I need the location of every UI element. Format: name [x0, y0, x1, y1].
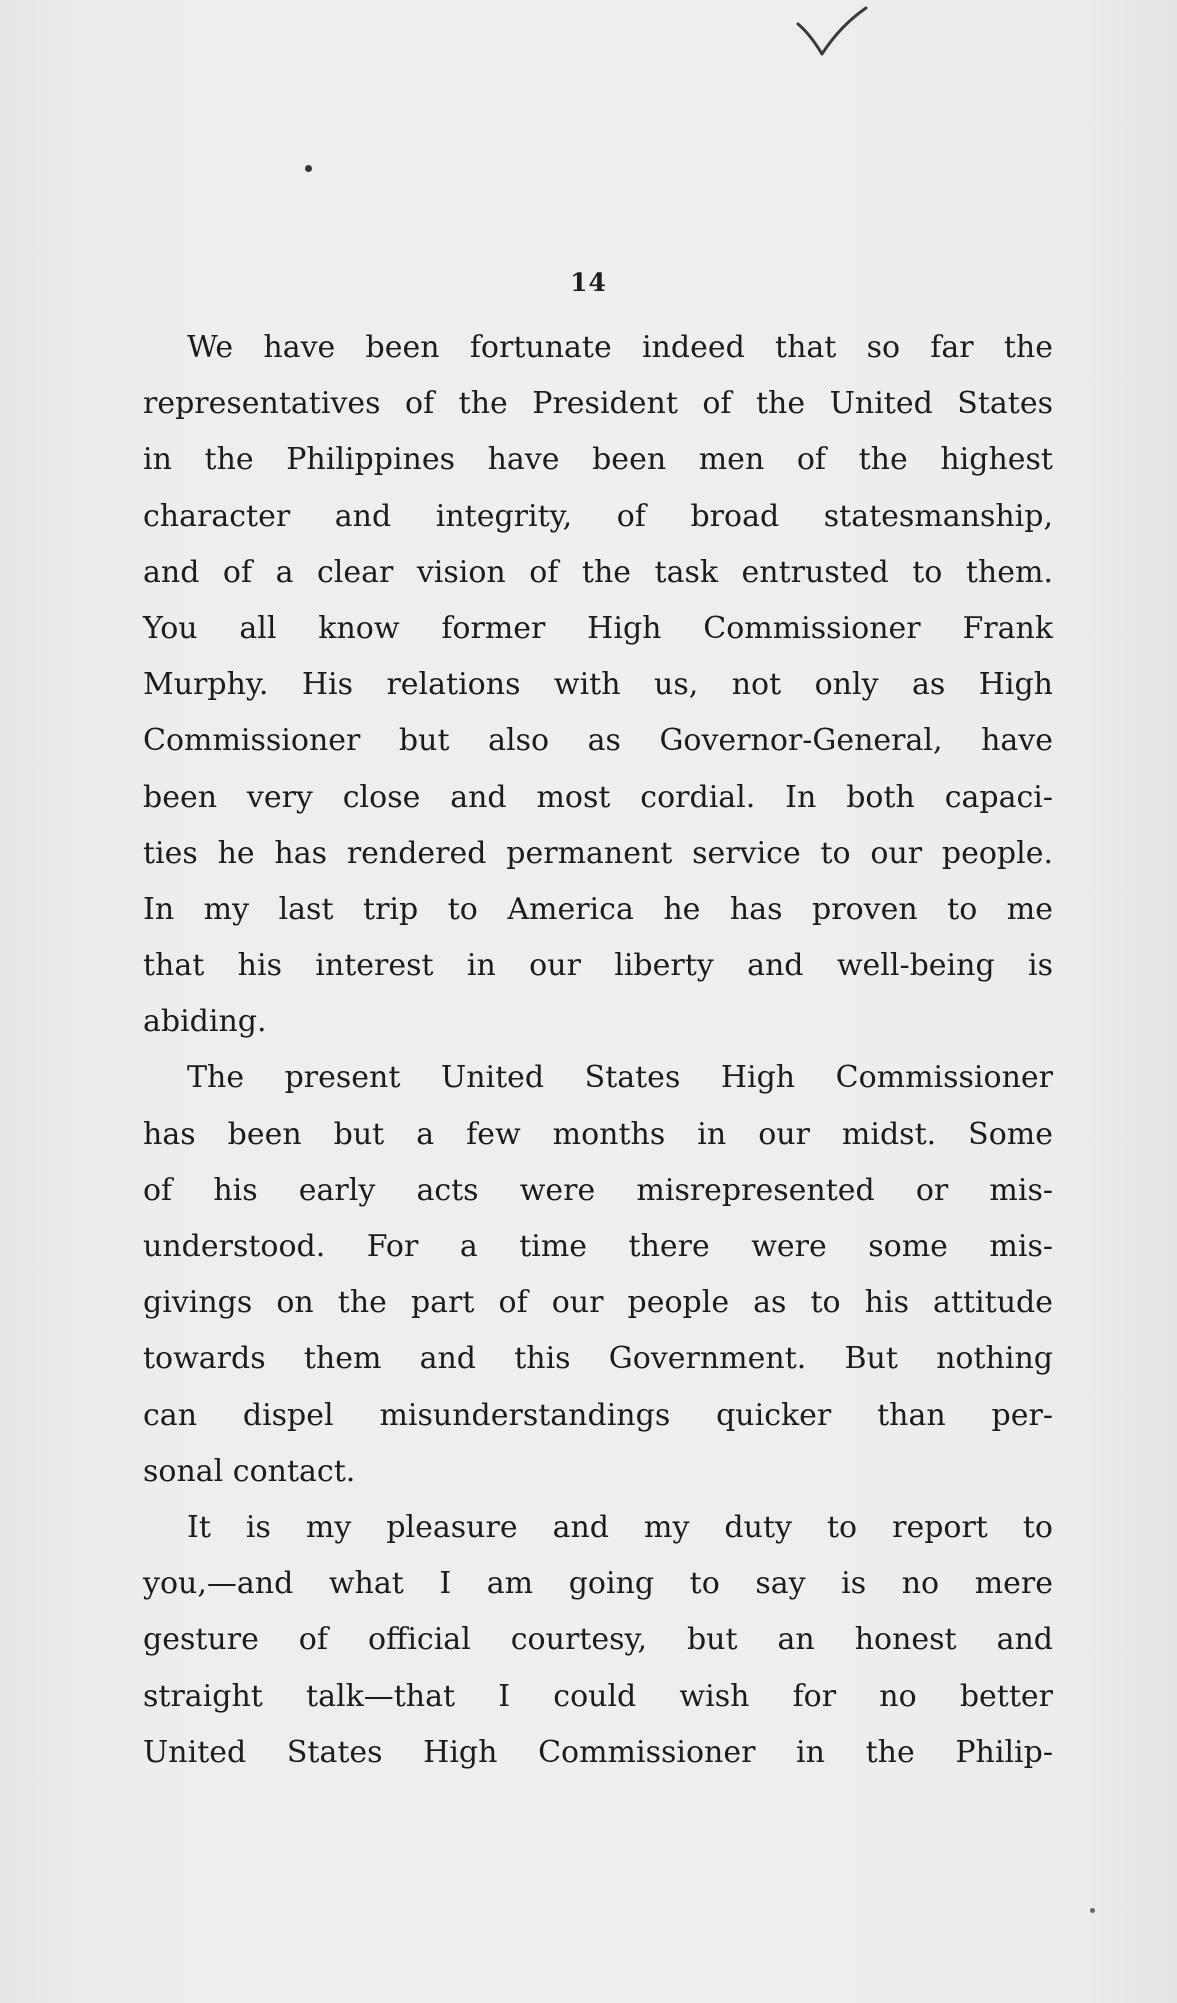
body-text	[143, 320, 1053, 1781]
check-mark-icon	[790, 4, 870, 60]
text-line: Commissioner but also as Governor-General, have	[143, 723, 1053, 759]
ink-dot	[1090, 1908, 1095, 1913]
text-line: In my last trip to America he has proven to me	[143, 891, 1053, 927]
ink-dot	[305, 165, 312, 172]
text-line: It is my pleasure and my duty to report to	[187, 1509, 1053, 1545]
text-line: givings on the part of our people as to his attitude	[143, 1285, 1053, 1321]
text-line: straight talk—that I could wish for no better	[143, 1678, 1053, 1714]
text-line: gesture of official courtesy, but an honest and	[143, 1622, 1053, 1658]
text-line: in the Philippines have been men of the highest	[143, 442, 1053, 478]
text-line: has been but a few months in our midst. Some	[143, 1116, 1053, 1152]
text-line: been very close and most cordial. In both capaci-	[143, 779, 1053, 815]
paragraph	[143, 1050, 1053, 1500]
text-line: you,—and what I am going to say is no mere	[143, 1566, 1053, 1602]
text-line: character and integrity, of broad statesmanship,	[143, 498, 1053, 534]
text-line: Murphy. His relations with us, not only as High	[143, 667, 1053, 703]
text-line: abiding.	[143, 1004, 267, 1040]
text-line: towards them and this Government. But nothing	[143, 1341, 1053, 1377]
text-line: ties he has rendered permanent service to our people.	[143, 835, 1053, 871]
paragraph	[143, 320, 1053, 1050]
text-line: The present United States High Commissioner	[187, 1060, 1053, 1096]
text-line: You all know former High Commissioner Frank	[143, 610, 1053, 646]
text-line: United States High Commissioner in the Philip-	[143, 1734, 1053, 1770]
paragraph	[143, 1500, 1053, 1781]
text-line: sonal contact.	[143, 1453, 356, 1489]
text-line: that his interest in our liberty and well-being is	[143, 948, 1053, 984]
text-line: and of a clear vision of the task entrusted to them.	[143, 554, 1053, 590]
text-line: representatives of the President of the United States	[143, 386, 1053, 422]
text-line: We have been fortunate indeed that so far the	[187, 330, 1053, 365]
text-line: of his early acts were misrepresented or mis-	[143, 1172, 1053, 1208]
page-number: 14	[570, 268, 607, 297]
text-line: understood. For a time there were some mis-	[143, 1229, 1053, 1264]
text-line: can dispel misunderstandings quicker than per-	[143, 1397, 1053, 1433]
